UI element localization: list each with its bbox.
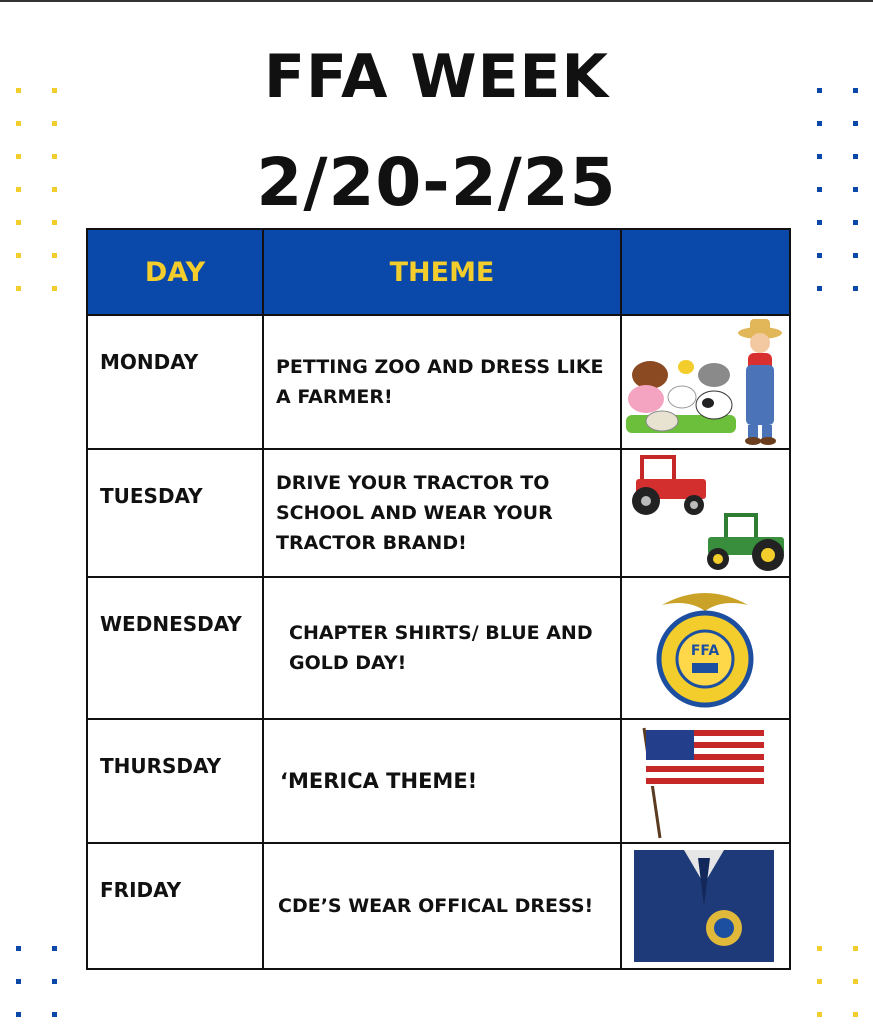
day-cell: FRIDAY <box>87 843 263 969</box>
theme-cell: DRIVE YOUR TRACTOR TO SCHOOL AND WEAR YOUR TRACTOR BRAND! <box>263 449 621 577</box>
ffa-emblem-image <box>621 577 790 719</box>
ffa-emblem-text: FFA <box>690 643 720 659</box>
decorative-dot <box>52 253 57 258</box>
decorative-dot <box>817 979 822 984</box>
day-cell: TUESDAY <box>87 449 263 577</box>
decorative-dot <box>817 154 822 159</box>
title-date-range: 2/20-2/25 <box>256 144 617 221</box>
decorative-dot <box>52 88 57 93</box>
decorative-dot <box>817 286 822 291</box>
decorative-dot <box>16 1012 21 1017</box>
top-border-line <box>0 0 873 2</box>
table-row <box>87 449 790 577</box>
decorative-dot <box>16 88 21 93</box>
decorative-dot <box>817 946 822 951</box>
header-theme: THEME <box>263 229 621 315</box>
decorative-dot <box>16 946 21 951</box>
decorative-dot <box>817 220 822 225</box>
decorative-dot <box>817 187 822 192</box>
decorative-dot <box>817 1012 822 1017</box>
header-day: DAY <box>87 229 263 315</box>
table-row <box>87 719 790 843</box>
decorative-dot <box>16 154 21 159</box>
ffa-jacket-image <box>621 843 790 969</box>
decorative-dot <box>817 88 822 93</box>
theme-cell: CHAPTER SHIRTS/ BLUE AND GOLD DAY! <box>263 577 621 719</box>
decorative-dot <box>853 154 858 159</box>
decorative-dot <box>853 121 858 126</box>
farmer-and-animals-image <box>621 315 790 449</box>
decorative-dot <box>52 286 57 291</box>
decorative-dot <box>853 946 858 951</box>
day-cell: MONDAY <box>87 315 263 449</box>
decorative-dot <box>853 253 858 258</box>
decorative-dot <box>16 121 21 126</box>
decorative-dot <box>817 121 822 126</box>
decorative-dot <box>52 121 57 126</box>
theme-cell: ‘MERICA THEME! <box>263 719 621 843</box>
american-flag-image <box>621 719 790 843</box>
table-row <box>87 843 790 969</box>
decorative-dot <box>52 154 57 159</box>
header-image <box>621 229 790 315</box>
day-cell: WEDNESDAY <box>87 577 263 719</box>
decorative-dot <box>853 187 858 192</box>
decorative-dot <box>16 220 21 225</box>
day-cell: THURSDAY <box>87 719 263 843</box>
decorative-dot <box>52 220 57 225</box>
schedule-table <box>86 228 791 970</box>
decorative-dot <box>16 979 21 984</box>
table-row <box>87 577 790 719</box>
decorative-dot <box>16 286 21 291</box>
decorative-dot <box>853 88 858 93</box>
theme-cell: CDE’S WEAR OFFICAL DRESS! <box>263 843 621 969</box>
decorative-dot <box>853 1012 858 1017</box>
decorative-dot <box>16 253 21 258</box>
title-ffa-week: FFA WEEK <box>263 42 610 112</box>
decorative-dot <box>52 946 57 951</box>
decorative-dot <box>52 1012 57 1017</box>
decorative-dot <box>853 220 858 225</box>
theme-cell: PETTING ZOO AND DRESS LIKE A FARMER! <box>263 315 621 449</box>
decorative-dot <box>853 286 858 291</box>
table-row <box>87 315 790 449</box>
decorative-dot <box>16 187 21 192</box>
tractors-image <box>621 449 790 577</box>
decorative-dot <box>817 253 822 258</box>
decorative-dot <box>853 979 858 984</box>
table-header-row <box>87 229 790 315</box>
decorative-dot <box>52 187 57 192</box>
decorative-dot <box>52 979 57 984</box>
